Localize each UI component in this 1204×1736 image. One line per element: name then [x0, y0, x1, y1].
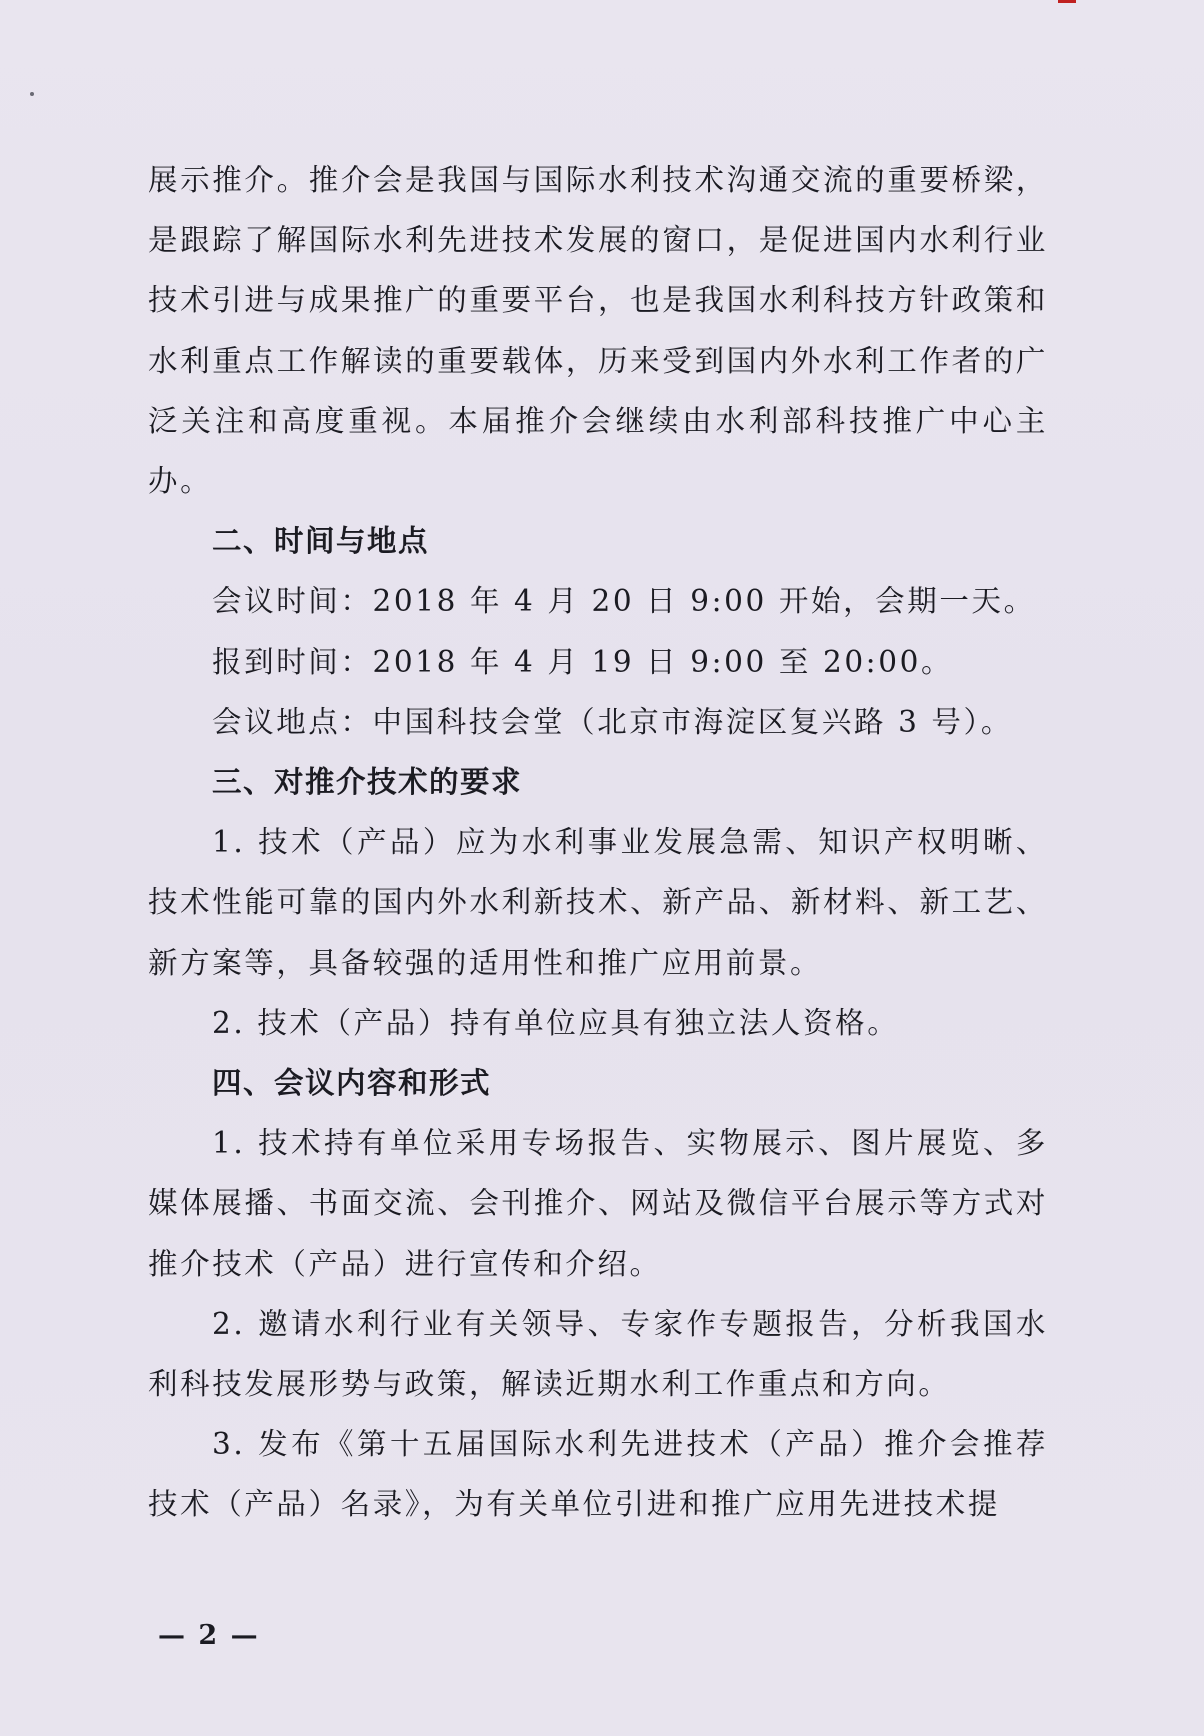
requirement-item: 2. 技术（产品）持有单位应具有独立法人资格。: [212, 1005, 900, 1040]
section-heading-time-place: 二、时间与地点: [212, 524, 430, 559]
meeting-time-line: 会议时间：2018 年 4 月 20 日 9:00 开始，会期一天。: [212, 584, 1036, 619]
section-heading-requirements: 三、对推介技术的要求: [212, 765, 523, 800]
section-heading-content-format: 四、会议内容和形式: [212, 1066, 492, 1101]
registration-time-line: 报到时间：2018 年 4 月 19 日 9:00 至 20:00。: [212, 644, 954, 679]
document-body: [148, 150, 1048, 1535]
intro-paragraph: 展示推介。推介会是我国与国际水利技术沟通交流的重要桥梁，是跟踪了解国际水利先进技术发展的窗口，是促进国内水利行业技术引进与成果推广的重要平台，也是我国水利科技方针政策和水利重点工作解读的重要载体，历来受到国内外水利工作者的广泛关注和高度重视。本届推介会继续由水利部科技推广中心主办。: [148, 163, 1048, 499]
content-item: 1. 技术持有单位采用专场报告、实物展示、图片展览、多媒体展播、书面交流、会刊推介、网站及微信平台展示等方式对推介技术（产品）进行宣传和介绍。: [148, 1126, 1048, 1281]
content-item: 2. 邀请水利行业有关领导、专家作专题报告，分析我国水利科技发展形势与政策，解读近期水利工作重点和方向。: [148, 1306, 1048, 1402]
content-item: 3. 发布《第十五届国际水利先进技术（产品）推介会推荐技术（产品）名录》，为有关单位引进和推广应用先进技术提: [148, 1427, 1048, 1522]
meeting-venue-line: 会议地点：中国科技会堂（北京市海淀区复兴路 3 号）。: [212, 704, 1013, 739]
requirement-item: 1. 技术（产品）应为水利事业发展急需、知识产权明晰、技术性能可靠的国内外水利新技术、新产品、新材料、新工艺、新方案等，具备较强的适用性和推广应用前景。: [148, 825, 1048, 980]
scan-speck: [30, 92, 34, 96]
edge-mark: [1058, 0, 1076, 3]
page-number: — 2 —: [158, 1620, 260, 1651]
